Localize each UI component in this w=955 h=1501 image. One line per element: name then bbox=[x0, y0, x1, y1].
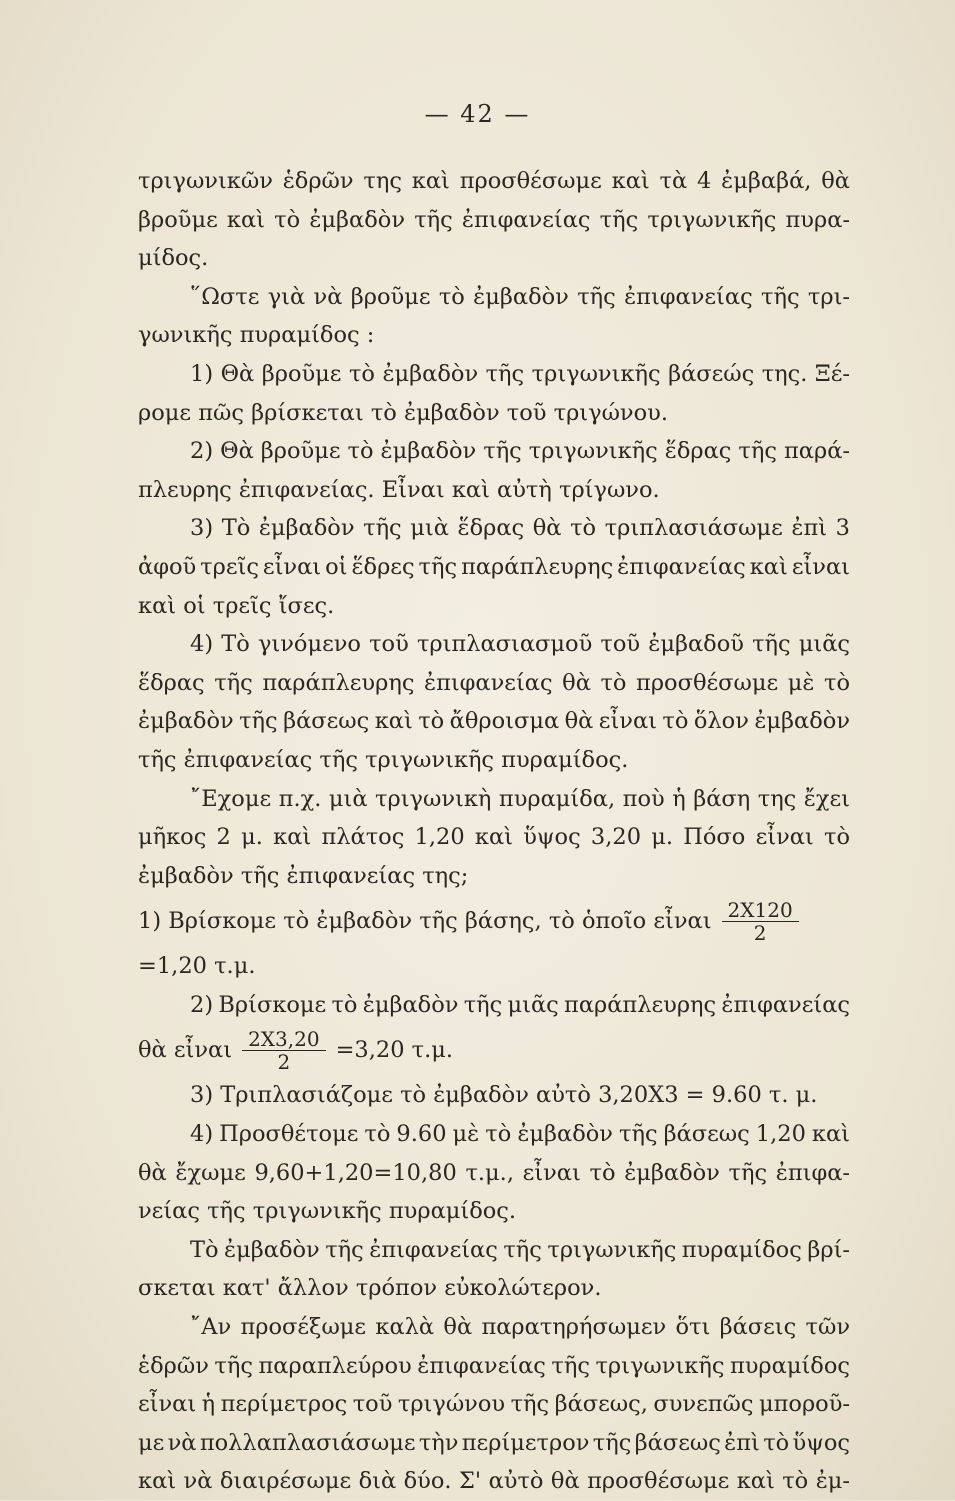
text-line: ῎Αν προσέξωμε καλὰ θὰ παρατηρήσωμεν ὅτι βάσεις τῶν bbox=[190, 1314, 850, 1341]
fraction-numerator: 2X3,20 bbox=[242, 1028, 326, 1051]
step1-result: =1,20 τ.μ. bbox=[138, 953, 256, 980]
text-line: 3) Τὸ ἐμβαδὸν τῆς μιὰ ἕδρας θὰ τὸ τριπλασιάσωμε ἐπὶ 3 bbox=[190, 515, 850, 542]
step1-text: 1) Βρίσκομε τὸ ἐμβαδὸν τῆς βάσης, τὸ ὁποῖο εἶναι bbox=[138, 907, 712, 934]
text-line: με νὰ πολλαπλασιάσωμε τὴν περίμετρον τῆς βάσεως ἐπὶ τὸ ὕψος bbox=[138, 1429, 850, 1456]
step1-fraction bbox=[722, 899, 799, 944]
page-body bbox=[138, 162, 850, 1501]
text-line: ρομε πῶς βρίσκεται τὸ ἐμβαδὸν τοῦ τριγώνου. bbox=[138, 399, 668, 426]
text-line: 2) Θὰ βροῦμε τὸ ἐμβαδὸν τῆς τριγωνικῆς ἕδρας τῆς παρά- bbox=[190, 438, 850, 465]
step2-text: 2) Βρίσκομε τὸ ἐμβαδὸν τῆς μιᾶς παράπλευρης ἐπιφανείας bbox=[190, 991, 850, 1018]
text-line: ἐμβαδὸν τῆς βάσεως καὶ τὸ ἄθροισμα θὰ εἶναι τὸ ὅλον ἐμβαδὸν bbox=[138, 708, 850, 735]
text-line: τριγωνικῶν ἑδρῶν της καὶ προσθέσωμε καὶ τὰ 4 ἐμβαβά, θὰ bbox=[138, 168, 850, 194]
text-line: γωνικῆς πυραμίδος : bbox=[138, 322, 375, 349]
fraction-numerator: 2X120 bbox=[722, 899, 799, 922]
step1-line bbox=[138, 895, 850, 947]
text-line: πλευρης ἐπιφανείας. Εἶναι καὶ αὐτὴ τρίγωνο. bbox=[138, 476, 660, 503]
step2-fraction bbox=[242, 1028, 326, 1073]
text-line: 4) Προσθέτομε τὸ 9.60 μὲ τὸ ἐμβαδὸν τῆς βάσεως 1,20 καὶ bbox=[190, 1121, 850, 1148]
text-line: 4) Τὸ γινόμενο τοῦ τριπλασιασμοῦ τοῦ ἐμβαδοῦ τῆς μιᾶς bbox=[190, 631, 850, 658]
fraction-denominator: 2 bbox=[753, 920, 767, 945]
text-line: θὰ ἔχωμε 9,60+1,20=10,80 τ.μ., εἶναι τὸ ἐμβαδὸν τῆς ἐπιφα- bbox=[138, 1159, 850, 1186]
step2-result: =3,20 τ.μ. bbox=[335, 1037, 454, 1064]
step3-line: 3) Τριπλασιάζομε τὸ ἐμβαδὸν αὐτὸ 3,20X3 = 9.60 τ. μ. bbox=[190, 1082, 818, 1109]
step2-formula bbox=[138, 1024, 850, 1076]
text-line: 1) Θὰ βροῦμε τὸ ἐμβαδὸν τῆς τριγωνικῆς βάσεώς της. Ξέ- bbox=[190, 360, 850, 387]
text-line: ἀφοῦ τρεῖς εἶναι οἱ ἕδρες τῆς παράπλευρης ἐπιφανείας καὶ εἶναι bbox=[138, 553, 850, 580]
text-line: καὶ οἱ τρεῖς ἴσες. bbox=[138, 592, 335, 619]
text-line: ἐμβαδὸν τῆς ἐπιφανείας της; bbox=[138, 862, 469, 889]
text-line: ἕδρας τῆς παράπλευρης ἐπιφανείας θὰ τὸ προσθέσωμε μὲ τὸ bbox=[138, 669, 850, 696]
text-line: ἑδρῶν τῆς παραπλεύρου ἐπιφανείας τῆς τριγωνικῆς πυραμίδος bbox=[138, 1352, 850, 1379]
fraction-denominator: 2 bbox=[277, 1049, 291, 1074]
text-line: τῆς ἐπιφανείας τῆς τριγωνικῆς πυραμίδος. bbox=[138, 746, 629, 773]
text-line: σκεται κατ' ἄλλον τρόπον εὐκολώτερον. bbox=[138, 1275, 602, 1302]
text-line: νείας τῆς τριγωνικῆς πυραμίδος. bbox=[138, 1198, 517, 1225]
text-line: βροῦμε καὶ τὸ ἐμβαδὸν τῆς ἐπιφανείας τῆς τριγωνικῆς πυρα- bbox=[138, 206, 850, 233]
text-line: μῆκος 2 μ. καὶ πλάτος 1,20 καὶ ὕψος 3,20 μ. Πόσο εἶναι τὸ bbox=[138, 824, 850, 851]
text-line: ῞Ωστε γιὰ νὰ βροῦμε τὸ ἐμβαδὸν τῆς ἐπιφανείας τῆς τρι- bbox=[190, 283, 850, 310]
text-line: ῎Εχομε π.χ. μιὰ τριγωνικὴ πυραμίδα, ποὺ ἡ βάση της ἔχει bbox=[190, 785, 850, 812]
text-line: εἶναι ἡ περίμετρος τοῦ τριγώνου τῆς βάσεως, συνεπῶς μποροῦ- bbox=[138, 1391, 850, 1418]
step2-prefix: θὰ εἶναι bbox=[138, 1037, 233, 1064]
page-number: — 42 — bbox=[424, 100, 531, 128]
text-line: μίδος. bbox=[138, 245, 209, 272]
text-line: Τὸ ἐμβαδὸν τῆς ἐπιφανείας τῆς τριγωνικῆς πυραμίδος βρί- bbox=[190, 1236, 850, 1263]
text-line: καὶ νὰ διαιρέσωμε διὰ δύο. Σ' αὐτὸ θὰ προσθέσωμε καὶ τὸ ἐμ- bbox=[138, 1468, 850, 1495]
